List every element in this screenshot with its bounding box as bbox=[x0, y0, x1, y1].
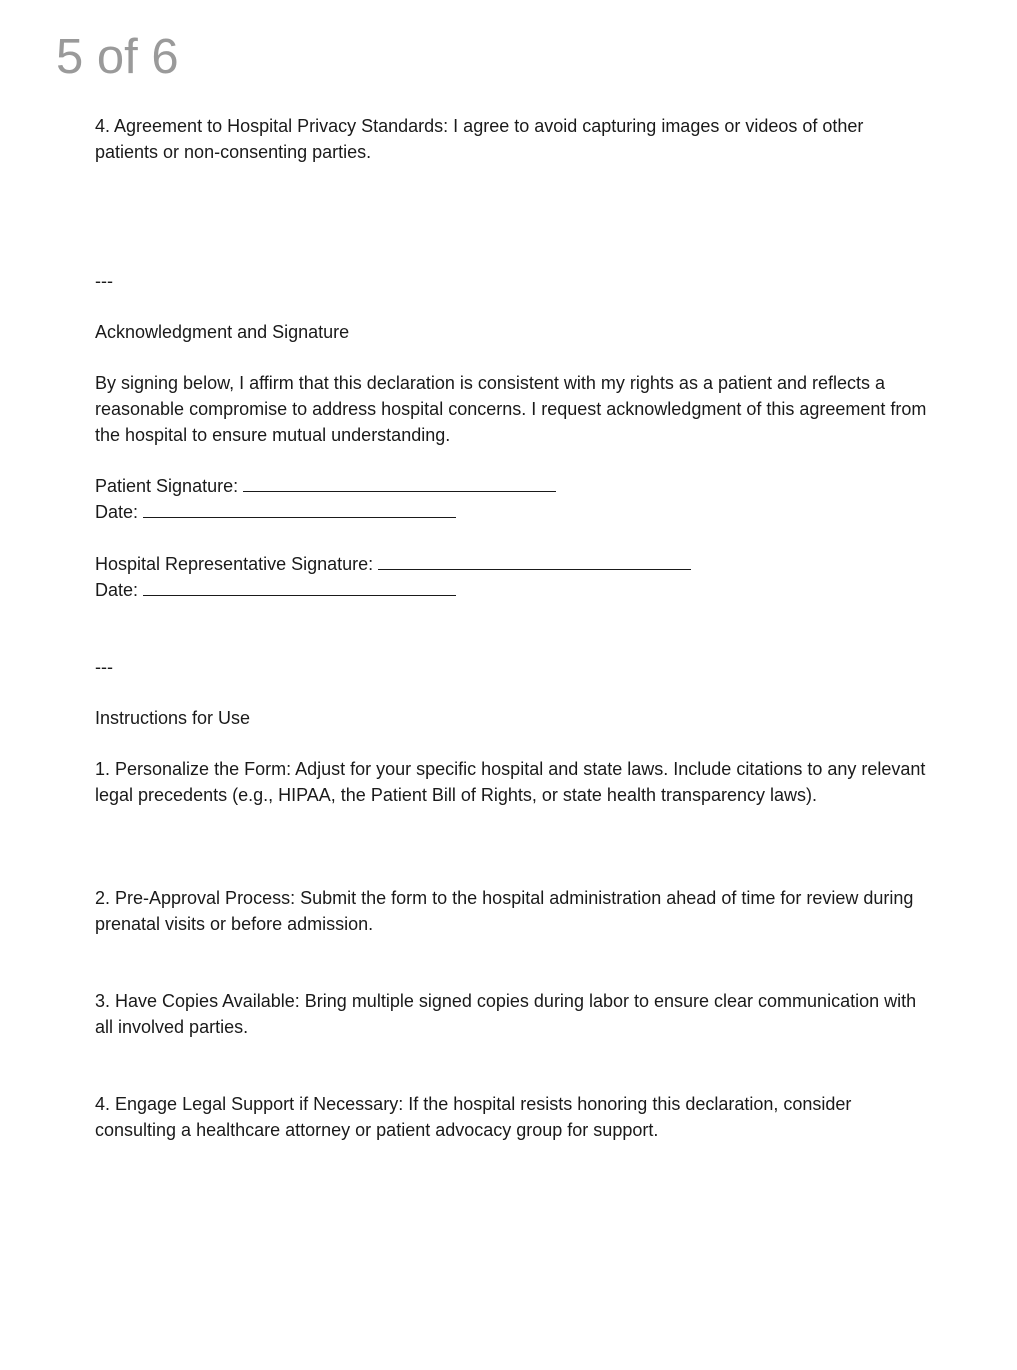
acknowledgment-heading: Acknowledgment and Signature bbox=[95, 322, 350, 342]
hospital-signature-label: Hospital Representative Signature: bbox=[95, 554, 374, 574]
patient-signature-line bbox=[95, 473, 930, 499]
hospital-signature-field[interactable] bbox=[378, 551, 691, 570]
patient-signature-field[interactable] bbox=[243, 473, 556, 492]
separator: --- bbox=[95, 657, 113, 677]
instruction-item: 1. Personalize the Form: Adjust for your specific hospital and state laws. Include citations to any relevant legal precedents (e.g., HIPAA, the Patient Bill of Rights, or state health transparency laws). bbox=[95, 759, 926, 805]
instruction-item: 2. Pre-Approval Process: Submit the form to the hospital administration ahead of time for review during prenatal visits or before admission. bbox=[95, 888, 914, 934]
patient-signature-label: Patient Signature: bbox=[95, 476, 239, 496]
instruction-item: 4. Engage Legal Support if Necessary: If the hospital resists honoring this declaration, consider consulting a healthcare attorney or patient advocacy group for support. bbox=[95, 1094, 852, 1140]
hospital-date-line bbox=[95, 577, 930, 603]
privacy-agreement-item: 4. Agreement to Hospital Privacy Standards: I agree to avoid capturing images or videos of other patients or non-consenting parties. bbox=[95, 116, 864, 162]
separator: --- bbox=[95, 271, 113, 291]
patient-date-line bbox=[95, 499, 930, 525]
patient-date-field[interactable] bbox=[143, 499, 456, 518]
patient-signature-block bbox=[95, 473, 930, 525]
page-indicator: 5 of 6 bbox=[56, 30, 179, 84]
hospital-signature-line bbox=[95, 551, 930, 577]
hospital-signature-block bbox=[95, 551, 930, 603]
hospital-date-field[interactable] bbox=[143, 577, 456, 596]
instruction-item: 3. Have Copies Available: Bring multiple signed copies during labor to ensure clear communication with all involved parties. bbox=[95, 991, 917, 1037]
instructions-heading: Instructions for Use bbox=[95, 708, 251, 728]
date-label: Date: bbox=[95, 580, 139, 600]
acknowledgment-body: By signing below, I affirm that this declaration is consistent with my rights as a patient and reflects a reasonable compromise to address hospital concerns. I request acknowledgment of this agreement from the hospital to ensure mutual understanding. bbox=[95, 373, 927, 445]
date-label: Date: bbox=[95, 502, 139, 522]
